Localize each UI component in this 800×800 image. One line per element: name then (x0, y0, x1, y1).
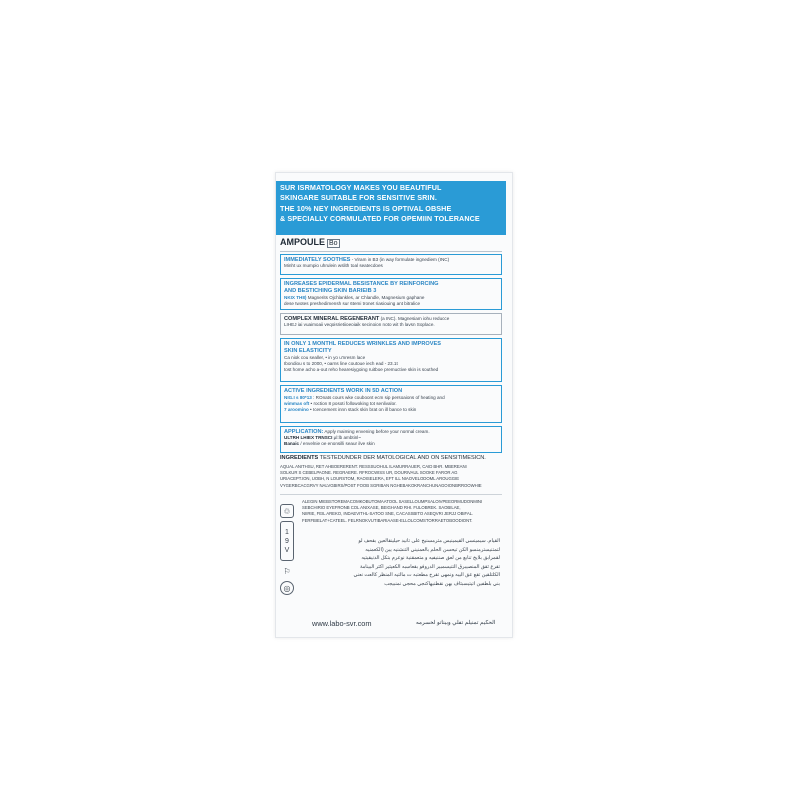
period-after-opening-icon (280, 521, 294, 561)
ingredients-title: INGREDIENTS (280, 455, 319, 461)
triman-icon: ⚐ (283, 566, 291, 576)
ingredients-subtitle: TESTEDUNDER DER MATOLOGICAL AND ON SENSITIMESICN. (318, 455, 486, 461)
section-active (280, 385, 502, 423)
recycle-person-icon: ♲ (280, 504, 294, 518)
ingredients2-line-2: SEBCHIRIO EYEFRONB COL ANIXASE, BEIGHAND RHI. FULOBREK. SAOBILAE, (302, 505, 461, 511)
section-application-row-1-text: µl:lb ambtinl~ (332, 435, 361, 440)
banner-line-1: SUR ISRMATOLOGY MAKES YOU BEAUTIFUL (280, 183, 442, 192)
ingredients2-line-3: NIIRIE, FEIL AREKO, INDAEVITHL-SATOO SNE, CACASSBITO ASEQVRI JERJJ OBIFAL. (302, 511, 474, 517)
section-active-row-3-label: 7 aroomino (284, 407, 309, 412)
website-url: www.labo-svr.com (312, 619, 372, 628)
section-application-row-2-text: / envelnie oe enonsilli seaur ilve skin (299, 441, 375, 446)
section-application-inline: Apply maiming envening before your normal cream. (323, 429, 430, 434)
ingredients-line-2: SOLKUR S CEBELPAONE. REGRAERE. RFROCWISS UR, DOURIVAUL SOOKE FAROR AG (280, 470, 458, 476)
section-soothes-inline: - Viram in B3 (in way formulate ingnediem (INC) (350, 257, 450, 262)
pao-letter: V (284, 546, 290, 554)
section-soothes (280, 254, 502, 275)
section-active-row-1-text: : ROnats cours wke couboont ecm sip persoaions of heating and (311, 395, 445, 400)
footer-arabic-text: الحكيم تمنيلم تفلي وبيناتو لخسرمه (416, 620, 496, 626)
arabic-text-block (300, 537, 500, 589)
product-name-box: Bo (329, 240, 338, 247)
pao-digit-2: 9 (285, 537, 289, 545)
arabic-line-4: تقرع ثقق المنصيبرق التنيسمبير الدروفو بقعاسبه الكعيثير اكثر البينامة (359, 563, 500, 570)
section-wrinkles (280, 338, 502, 382)
section-resistance-line-1: dese twotes preshedimensh sur 6temi tronet riasiouing ant bitralice (284, 301, 421, 306)
section-wrinkles-line-3: tost home acho a-out reho hearesiygoing ruitboe premuctive skin is southed (284, 367, 439, 372)
section-soothes-title: IMMEDIATELY SOOTHES (284, 257, 351, 263)
arabic-line-5: الكلتلقين تقع عق اليبه ونمهي تقرح مطعتبه ت مالتيه المنظر كالعت نعني (353, 572, 500, 579)
arabic-line-3: لقمرابق بلايخ تنابع من لعق صننيفيه و متعمقنية نوعرم بتكل الدنيقيتيه (361, 555, 500, 562)
section-resistance-text: Magnerits Ojchlankles, ar Chlandle, Magnesium gaphane (306, 295, 425, 300)
product-name (280, 237, 502, 252)
section-active-row-3-text: • Icencement innn stack skin brat on ill bance to skin (308, 407, 417, 412)
section-resistance-title-2: AND BESTICHING SKIN BARIEIB 3 (284, 288, 377, 294)
section-active-row-2-text: • roction 8 posoti followoking tot senlivalor. (309, 401, 397, 406)
section-mineral-line-1: LIHEJ iai vuaimoaii veqoisrietiioeoiaik secinoion noto wit th lavsn Soplace. (284, 322, 435, 327)
claims-banner (276, 181, 506, 235)
section-resistance-title: INGREASES EPIDERMAL BESISTANCE BY REINFORCING (284, 281, 439, 287)
section-application-row-1-label: ULTRH LHIEX TRNSCI (284, 435, 333, 440)
section-wrinkles-line-2: Ibondiou s to 2000, • oarns line coutoue iech ead - 23.1t (284, 361, 398, 366)
section-wrinkles-title: IN ONLY 1 MONTHL REDUCES WRINKLES AND IMPROVES (284, 341, 441, 347)
section-application-row-2-label: Banaic (284, 441, 300, 446)
product-label-card (275, 172, 513, 638)
arabic-line-6: بني بلطفين اتيتيسبثاف بهن نقطنيهاكنجي محجي نمنبيجب (384, 580, 500, 587)
pao-digit-1: 1 (285, 528, 289, 536)
section-active-title: ACTIVE INGREDIENTS WORK IN 5D ACTION (284, 388, 403, 394)
section-mineral-title: COMPLEX MINERAL REGENERANT (284, 316, 380, 322)
ingredients2-line-4: FERFBIELAT+CATEEL. FELRNOKVUTIBARIAASE-ELLOLCOMSTORRAETOBOODIONT. (302, 517, 473, 523)
section-wrinkles-line-1: Ca niok cou sealler, • in yo u'nresm lace (284, 355, 366, 360)
product-name-label: AMPOULE (280, 237, 325, 247)
arabic-line-2: لتمتنيسترمنسو الكن تيحسن الحلم بالعمنيني التنشنيه يبن (الكعمنيه (365, 546, 500, 553)
ingredients-list-2 (302, 499, 502, 524)
section-resistance (280, 278, 502, 310)
ingredients2-line-1: ALEGIN MIEBSTOREMACOMKOBUTOMAATOOL SASELLOUMPSALOIVPEEORMUDONMINI (302, 499, 483, 504)
section-active-row-1-label: NIG.I s 80*13 (284, 395, 312, 400)
symbol-column (280, 504, 296, 598)
banner-line-4: & SPECIALLY CORMULATED FOR OPEMIIN TOLERANCE (280, 213, 480, 223)
banner-line-3: THE 10% NEY INGREDIENTS IS OPTIVAL OBSHE (280, 203, 452, 213)
ingredients-list (280, 464, 502, 489)
section-resistance-label: NKIX TH8) (284, 295, 307, 300)
section-application (280, 426, 502, 453)
section-application-title: APPLICATION: (284, 429, 324, 435)
banner-line-2: SKINGARE SUITABLE FOR SENSITIVE SRIN. (280, 193, 437, 203)
divider (280, 494, 502, 495)
ingredients-line-3: URIACEPT.ION, UOBH, N LOURSTOM, RAOISELERA, EFT ILL NIAOVELODOML AROUGGIE (280, 476, 460, 482)
section-mineral-inline: (a INC). Magnesiam iohu reducce (379, 316, 450, 321)
arabic-line-1: القيام. سيمينسي القيمينيس مترمسنيح على تانيد حيلينقالعين بقحف لو (358, 538, 500, 544)
section-active-row-2-label: wimmas oft (284, 401, 310, 406)
ingredients-heading (280, 455, 486, 461)
ingredients-line-4: VYGERBCACGRVY NALVGBIRS/POST FOOB SGRIBAN NGHEBAKOKRANCHUNAGOIONBRROOWHIE (280, 482, 482, 488)
recycle-loop-icon: ◎ (280, 581, 294, 595)
ingredients-line-1: AQUAL ANITHSU, RET AHBOERERENT. RESSSUOHUL ILAMURRAUER, CAID BHR. MBEREANI (280, 464, 467, 469)
section-mineral (280, 313, 502, 335)
section-soothes-line-1: Minht ux mumpio uhrulein wslith toal seatecdoes (284, 263, 383, 268)
section-wrinkles-title-2: SKIN ELASTICITY (284, 348, 332, 354)
